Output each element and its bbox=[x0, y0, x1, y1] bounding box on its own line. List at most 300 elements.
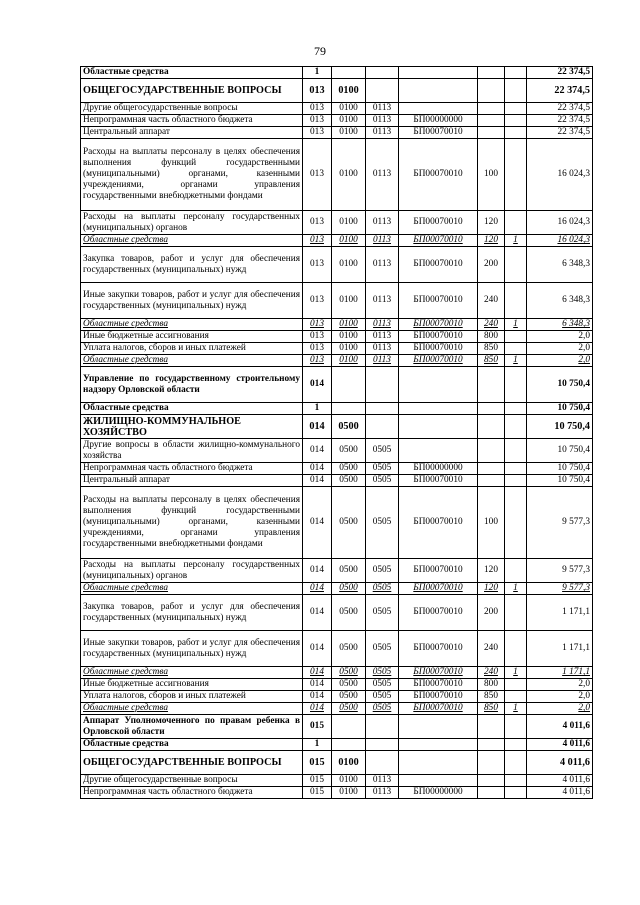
subsection-code: 0505 bbox=[366, 463, 399, 475]
subsection-code bbox=[366, 67, 399, 79]
section-code: 0500 bbox=[332, 631, 366, 667]
table-row bbox=[81, 751, 593, 775]
section-code: 0500 bbox=[332, 595, 366, 631]
target-article-code bbox=[399, 415, 478, 439]
source-code bbox=[505, 67, 527, 79]
expense-type-code bbox=[478, 79, 505, 103]
section-code: 0500 bbox=[332, 679, 366, 691]
row-name: Аппарат Уполномоченного по правам ребенка в Орловской области bbox=[81, 715, 303, 739]
subsection-code: 0505 bbox=[366, 667, 399, 679]
section-code: 0100 bbox=[332, 343, 366, 355]
section-code bbox=[332, 715, 366, 739]
ved-code: 1 bbox=[303, 403, 332, 415]
source-code bbox=[505, 79, 527, 103]
source-code bbox=[505, 415, 527, 439]
target-article-code bbox=[399, 367, 478, 403]
target-article-code: БП00070010 bbox=[399, 247, 478, 283]
row-name: Уплата налогов, сборов и иных платежей bbox=[81, 691, 303, 703]
table-row bbox=[81, 667, 593, 679]
row-name: ЖИЛИЩНО-КОММУНАЛЬНОЕ ХОЗЯЙСТВО bbox=[81, 415, 303, 439]
source-code bbox=[505, 331, 527, 343]
table-row bbox=[81, 739, 593, 751]
target-article-code: БП00070010 bbox=[399, 631, 478, 667]
source-code bbox=[505, 115, 527, 127]
table-row bbox=[81, 139, 593, 211]
ved-code: 014 bbox=[303, 583, 332, 595]
amount: 10 750,4 bbox=[527, 439, 593, 463]
amount: 22 374,5 bbox=[527, 67, 593, 79]
subsection-code: 0505 bbox=[366, 595, 399, 631]
amount: 4 011,6 bbox=[527, 751, 593, 775]
subsection-code bbox=[366, 415, 399, 439]
ved-code: 014 bbox=[303, 475, 332, 487]
expense-type-code: 800 bbox=[478, 331, 505, 343]
row-name: Управление по государственному строительному надзору Орловской области bbox=[81, 367, 303, 403]
table-row bbox=[81, 583, 593, 595]
amount: 1 171,1 bbox=[527, 595, 593, 631]
target-article-code: БП00070010 bbox=[399, 319, 478, 331]
source-code bbox=[505, 487, 527, 559]
row-name: Другие общегосударственные вопросы bbox=[81, 775, 303, 787]
ved-code: 013 bbox=[303, 319, 332, 331]
table-row bbox=[81, 331, 593, 343]
target-article-code bbox=[399, 403, 478, 415]
source-code bbox=[505, 691, 527, 703]
expense-type-code bbox=[478, 439, 505, 463]
ved-code: 013 bbox=[303, 115, 332, 127]
row-name: ОБЩЕГОСУДАРСТВЕННЫЕ ВОПРОСЫ bbox=[81, 79, 303, 103]
row-name: Непрограммная часть областного бюджета bbox=[81, 115, 303, 127]
target-article-code bbox=[399, 739, 478, 751]
row-name: Расходы на выплаты персоналу государственных (муниципальных) органов bbox=[81, 559, 303, 583]
table-row bbox=[81, 235, 593, 247]
table-row bbox=[81, 355, 593, 367]
target-article-code: БП00070010 bbox=[399, 331, 478, 343]
amount: 9 577,3 bbox=[527, 487, 593, 559]
expense-type-code: 200 bbox=[478, 595, 505, 631]
section-code: 0500 bbox=[332, 475, 366, 487]
source-code bbox=[505, 715, 527, 739]
source-code: 1 bbox=[505, 583, 527, 595]
target-article-code: БП00070010 bbox=[399, 487, 478, 559]
amount: 6 348,3 bbox=[527, 247, 593, 283]
expense-type-code: 800 bbox=[478, 679, 505, 691]
row-name: Центральный аппарат bbox=[81, 127, 303, 139]
target-article-code: БП00000000 bbox=[399, 463, 478, 475]
table-row bbox=[81, 283, 593, 319]
source-code bbox=[505, 595, 527, 631]
section-code: 0500 bbox=[332, 463, 366, 475]
section-code: 0500 bbox=[332, 583, 366, 595]
expense-type-code bbox=[478, 475, 505, 487]
expense-type-code bbox=[478, 739, 505, 751]
subsection-code: 0505 bbox=[366, 583, 399, 595]
source-code bbox=[505, 439, 527, 463]
amount: 9 577,3 bbox=[527, 583, 593, 595]
section-code: 0500 bbox=[332, 691, 366, 703]
amount: 2,0 bbox=[527, 691, 593, 703]
source-code: 1 bbox=[505, 235, 527, 247]
amount: 22 374,5 bbox=[527, 79, 593, 103]
amount: 4 011,6 bbox=[527, 715, 593, 739]
source-code bbox=[505, 247, 527, 283]
section-code: 0500 bbox=[332, 439, 366, 463]
subsection-code bbox=[366, 715, 399, 739]
section-code: 0100 bbox=[332, 751, 366, 775]
row-name: Центральный аппарат bbox=[81, 475, 303, 487]
ved-code: 013 bbox=[303, 283, 332, 319]
subsection-code bbox=[366, 403, 399, 415]
target-article-code: БП00070010 bbox=[399, 475, 478, 487]
row-name: Другие вопросы в области жилищно-коммунального хозяйства bbox=[81, 439, 303, 463]
amount: 1 171,1 bbox=[527, 631, 593, 667]
section-code: 0100 bbox=[332, 331, 366, 343]
section-code: 0500 bbox=[332, 559, 366, 583]
section-code: 0500 bbox=[332, 667, 366, 679]
row-name: Областные средства bbox=[81, 67, 303, 79]
expense-type-code bbox=[478, 463, 505, 475]
target-article-code: БП00070010 bbox=[399, 235, 478, 247]
target-article-code bbox=[399, 67, 478, 79]
ved-code: 013 bbox=[303, 79, 332, 103]
row-name: Непрограммная часть областного бюджета bbox=[81, 787, 303, 799]
table-row bbox=[81, 415, 593, 439]
table-row bbox=[81, 403, 593, 415]
ved-code: 014 bbox=[303, 487, 332, 559]
table-row bbox=[81, 67, 593, 79]
expense-type-code bbox=[478, 403, 505, 415]
row-name: Областные средства bbox=[81, 355, 303, 367]
expense-type-code bbox=[478, 715, 505, 739]
target-article-code: БП00070010 bbox=[399, 211, 478, 235]
subsection-code: 0113 bbox=[366, 103, 399, 115]
ved-code: 013 bbox=[303, 343, 332, 355]
table-row bbox=[81, 559, 593, 583]
subsection-code: 0113 bbox=[366, 139, 399, 211]
ved-code: 014 bbox=[303, 595, 332, 631]
table-row bbox=[81, 127, 593, 139]
target-article-code: БП00070010 bbox=[399, 667, 478, 679]
section-code: 0100 bbox=[332, 235, 366, 247]
expense-type-code bbox=[478, 115, 505, 127]
amount: 2,0 bbox=[527, 343, 593, 355]
row-name: Закупка товаров, работ и услуг для обеспечения государственных (муниципальных) нужд bbox=[81, 595, 303, 631]
section-code: 0100 bbox=[332, 247, 366, 283]
section-code: 0500 bbox=[332, 703, 366, 715]
expense-type-code: 120 bbox=[478, 583, 505, 595]
target-article-code: БП00070010 bbox=[399, 139, 478, 211]
ved-code: 014 bbox=[303, 703, 332, 715]
target-article-code: БП00070010 bbox=[399, 691, 478, 703]
subsection-code: 0113 bbox=[366, 331, 399, 343]
subsection-code: 0113 bbox=[366, 355, 399, 367]
expense-type-code: 200 bbox=[478, 247, 505, 283]
target-article-code: БП00070010 bbox=[399, 595, 478, 631]
source-code: 1 bbox=[505, 319, 527, 331]
subsection-code bbox=[366, 739, 399, 751]
row-name: Областные средства bbox=[81, 667, 303, 679]
subsection-code bbox=[366, 79, 399, 103]
ved-code: 1 bbox=[303, 67, 332, 79]
expense-type-code: 120 bbox=[478, 211, 505, 235]
expense-type-code: 120 bbox=[478, 235, 505, 247]
subsection-code: 0113 bbox=[366, 211, 399, 235]
section-code: 0100 bbox=[332, 775, 366, 787]
target-article-code bbox=[399, 79, 478, 103]
target-article-code bbox=[399, 439, 478, 463]
subsection-code: 0505 bbox=[366, 487, 399, 559]
amount: 2,0 bbox=[527, 331, 593, 343]
target-article-code: БП00070010 bbox=[399, 355, 478, 367]
section-code: 0100 bbox=[332, 127, 366, 139]
source-code bbox=[505, 127, 527, 139]
source-code bbox=[505, 751, 527, 775]
amount: 6 348,3 bbox=[527, 283, 593, 319]
amount: 16 024,3 bbox=[527, 211, 593, 235]
amount: 10 750,4 bbox=[527, 463, 593, 475]
table-row bbox=[81, 487, 593, 559]
section-code: 0100 bbox=[332, 139, 366, 211]
source-code bbox=[505, 343, 527, 355]
row-name: Областные средства bbox=[81, 739, 303, 751]
row-name: Областные средства bbox=[81, 403, 303, 415]
subsection-code: 0113 bbox=[366, 319, 399, 331]
subsection-code: 0505 bbox=[366, 439, 399, 463]
table-row bbox=[81, 475, 593, 487]
table-row bbox=[81, 367, 593, 403]
table-row bbox=[81, 703, 593, 715]
amount: 1 171,1 bbox=[527, 667, 593, 679]
amount: 10 750,4 bbox=[527, 475, 593, 487]
table-row bbox=[81, 715, 593, 739]
source-code: 1 bbox=[505, 355, 527, 367]
target-article-code: БП00070010 bbox=[399, 343, 478, 355]
table-row bbox=[81, 79, 593, 103]
expense-type-code: 120 bbox=[478, 559, 505, 583]
table-row bbox=[81, 103, 593, 115]
row-name: Расходы на выплаты персоналу государственных (муниципальных) органов bbox=[81, 211, 303, 235]
table-row bbox=[81, 787, 593, 799]
section-code: 0100 bbox=[332, 787, 366, 799]
expense-type-code bbox=[478, 367, 505, 403]
expense-type-code: 240 bbox=[478, 631, 505, 667]
source-code bbox=[505, 475, 527, 487]
subsection-code: 0505 bbox=[366, 559, 399, 583]
amount: 9 577,3 bbox=[527, 559, 593, 583]
row-name: Иные закупки товаров, работ и услуг для обеспечения государственных (муниципальных) нужд bbox=[81, 283, 303, 319]
ved-code: 014 bbox=[303, 679, 332, 691]
table-row bbox=[81, 775, 593, 787]
row-name: Расходы на выплаты персоналу в целях обеспечения выполнения функций государственными (муниципальными) органами, казенными учреждениями, органами управления государственными внебюджетными фондами bbox=[81, 139, 303, 211]
ved-code: 014 bbox=[303, 415, 332, 439]
amount: 10 750,4 bbox=[527, 367, 593, 403]
amount: 4 011,6 bbox=[527, 739, 593, 751]
target-article-code: БП00070010 bbox=[399, 127, 478, 139]
target-article-code: БП00070010 bbox=[399, 283, 478, 319]
source-code bbox=[505, 463, 527, 475]
amount: 4 011,6 bbox=[527, 775, 593, 787]
section-code: 0100 bbox=[332, 211, 366, 235]
target-article-code: БП00070010 bbox=[399, 559, 478, 583]
section-code bbox=[332, 403, 366, 415]
row-name: Закупка товаров, работ и услуг для обеспечения государственных (муниципальных) нужд bbox=[81, 247, 303, 283]
row-name: Областные средства bbox=[81, 583, 303, 595]
expense-type-code: 850 bbox=[478, 691, 505, 703]
subsection-code: 0113 bbox=[366, 283, 399, 319]
target-article-code bbox=[399, 775, 478, 787]
expense-type-code bbox=[478, 67, 505, 79]
budget-table bbox=[80, 66, 593, 799]
section-code: 0100 bbox=[332, 355, 366, 367]
amount: 16 024,3 bbox=[527, 139, 593, 211]
source-code: 1 bbox=[505, 667, 527, 679]
table-row bbox=[81, 631, 593, 667]
page-number: 79 bbox=[314, 44, 326, 58]
target-article-code bbox=[399, 751, 478, 775]
target-article-code bbox=[399, 103, 478, 115]
amount: 2,0 bbox=[527, 679, 593, 691]
section-code: 0100 bbox=[332, 319, 366, 331]
amount: 16 024,3 bbox=[527, 235, 593, 247]
ved-code: 014 bbox=[303, 463, 332, 475]
source-code bbox=[505, 559, 527, 583]
source-code bbox=[505, 211, 527, 235]
source-code bbox=[505, 775, 527, 787]
source-code bbox=[505, 367, 527, 403]
expense-type-code: 240 bbox=[478, 283, 505, 319]
expense-type-code: 100 bbox=[478, 139, 505, 211]
source-code bbox=[505, 631, 527, 667]
subsection-code: 0505 bbox=[366, 691, 399, 703]
amount: 10 750,4 bbox=[527, 403, 593, 415]
ved-code: 014 bbox=[303, 631, 332, 667]
section-code: 0100 bbox=[332, 79, 366, 103]
ved-code: 015 bbox=[303, 715, 332, 739]
ved-code: 013 bbox=[303, 235, 332, 247]
source-code bbox=[505, 103, 527, 115]
ved-code: 015 bbox=[303, 775, 332, 787]
row-name: Иные бюджетные ассигнования bbox=[81, 331, 303, 343]
expense-type-code: 240 bbox=[478, 667, 505, 679]
target-article-code: БП00070010 bbox=[399, 679, 478, 691]
expense-type-code bbox=[478, 775, 505, 787]
expense-type-code bbox=[478, 751, 505, 775]
subsection-code: 0113 bbox=[366, 775, 399, 787]
ved-code: 013 bbox=[303, 355, 332, 367]
amount: 10 750,4 bbox=[527, 415, 593, 439]
subsection-code: 0505 bbox=[366, 703, 399, 715]
ved-code: 013 bbox=[303, 211, 332, 235]
section-code bbox=[332, 67, 366, 79]
ved-code: 013 bbox=[303, 103, 332, 115]
row-name: Расходы на выплаты персоналу в целях обеспечения выполнения функций государственными (муниципальными) органами, казенными учреждениями, органами управления государственными внебюджетными фондами bbox=[81, 487, 303, 559]
expense-type-code bbox=[478, 787, 505, 799]
section-code: 0100 bbox=[332, 283, 366, 319]
table-row bbox=[81, 439, 593, 463]
target-article-code: БП00000000 bbox=[399, 787, 478, 799]
subsection-code: 0113 bbox=[366, 343, 399, 355]
subsection-code: 0505 bbox=[366, 631, 399, 667]
amount: 22 374,5 bbox=[527, 103, 593, 115]
table-row bbox=[81, 343, 593, 355]
expense-type-code: 850 bbox=[478, 343, 505, 355]
subsection-code: 0113 bbox=[366, 247, 399, 283]
source-code: 1 bbox=[505, 703, 527, 715]
subsection-code: 0113 bbox=[366, 235, 399, 247]
section-code: 0500 bbox=[332, 415, 366, 439]
subsection-code: 0505 bbox=[366, 475, 399, 487]
ved-code: 013 bbox=[303, 139, 332, 211]
table-row bbox=[81, 247, 593, 283]
table-row bbox=[81, 595, 593, 631]
target-article-code bbox=[399, 715, 478, 739]
ved-code: 014 bbox=[303, 559, 332, 583]
subsection-code bbox=[366, 751, 399, 775]
row-name: Областные средства bbox=[81, 319, 303, 331]
source-code bbox=[505, 679, 527, 691]
ved-code: 013 bbox=[303, 331, 332, 343]
ved-code: 014 bbox=[303, 691, 332, 703]
row-name: Областные средства bbox=[81, 703, 303, 715]
row-name: Непрограммная часть областного бюджета bbox=[81, 463, 303, 475]
subsection-code: 0113 bbox=[366, 127, 399, 139]
section-code bbox=[332, 367, 366, 403]
table-row bbox=[81, 463, 593, 475]
source-code bbox=[505, 403, 527, 415]
source-code bbox=[505, 787, 527, 799]
expense-type-code: 850 bbox=[478, 703, 505, 715]
amount: 22 374,5 bbox=[527, 127, 593, 139]
amount: 22 374,5 bbox=[527, 115, 593, 127]
ved-code: 014 bbox=[303, 367, 332, 403]
expense-type-code: 850 bbox=[478, 355, 505, 367]
ved-code: 013 bbox=[303, 247, 332, 283]
section-code: 0100 bbox=[332, 103, 366, 115]
ved-code: 015 bbox=[303, 751, 332, 775]
subsection-code: 0113 bbox=[366, 115, 399, 127]
expense-type-code: 240 bbox=[478, 319, 505, 331]
source-code bbox=[505, 283, 527, 319]
ved-code: 1 bbox=[303, 739, 332, 751]
subsection-code: 0505 bbox=[366, 679, 399, 691]
amount: 6 348,3 bbox=[527, 319, 593, 331]
subsection-code bbox=[366, 367, 399, 403]
target-article-code: БП00070010 bbox=[399, 583, 478, 595]
source-code bbox=[505, 739, 527, 751]
table-row bbox=[81, 319, 593, 331]
section-code: 0500 bbox=[332, 487, 366, 559]
source-code bbox=[505, 139, 527, 211]
section-code: 0100 bbox=[332, 115, 366, 127]
row-name: Другие общегосударственные вопросы bbox=[81, 103, 303, 115]
row-name: ОБЩЕГОСУДАРСТВЕННЫЕ ВОПРОСЫ bbox=[81, 751, 303, 775]
expense-type-code bbox=[478, 415, 505, 439]
table-row bbox=[81, 679, 593, 691]
expense-type-code bbox=[478, 127, 505, 139]
ved-code: 015 bbox=[303, 787, 332, 799]
ved-code: 013 bbox=[303, 127, 332, 139]
amount: 2,0 bbox=[527, 355, 593, 367]
expense-type-code: 100 bbox=[478, 487, 505, 559]
amount: 2,0 bbox=[527, 703, 593, 715]
table-row bbox=[81, 115, 593, 127]
row-name: Иные бюджетные ассигнования bbox=[81, 679, 303, 691]
section-code bbox=[332, 739, 366, 751]
row-name: Областные средства bbox=[81, 235, 303, 247]
expense-type-code bbox=[478, 103, 505, 115]
amount: 4 011,6 bbox=[527, 787, 593, 799]
target-article-code: БП00070010 bbox=[399, 703, 478, 715]
